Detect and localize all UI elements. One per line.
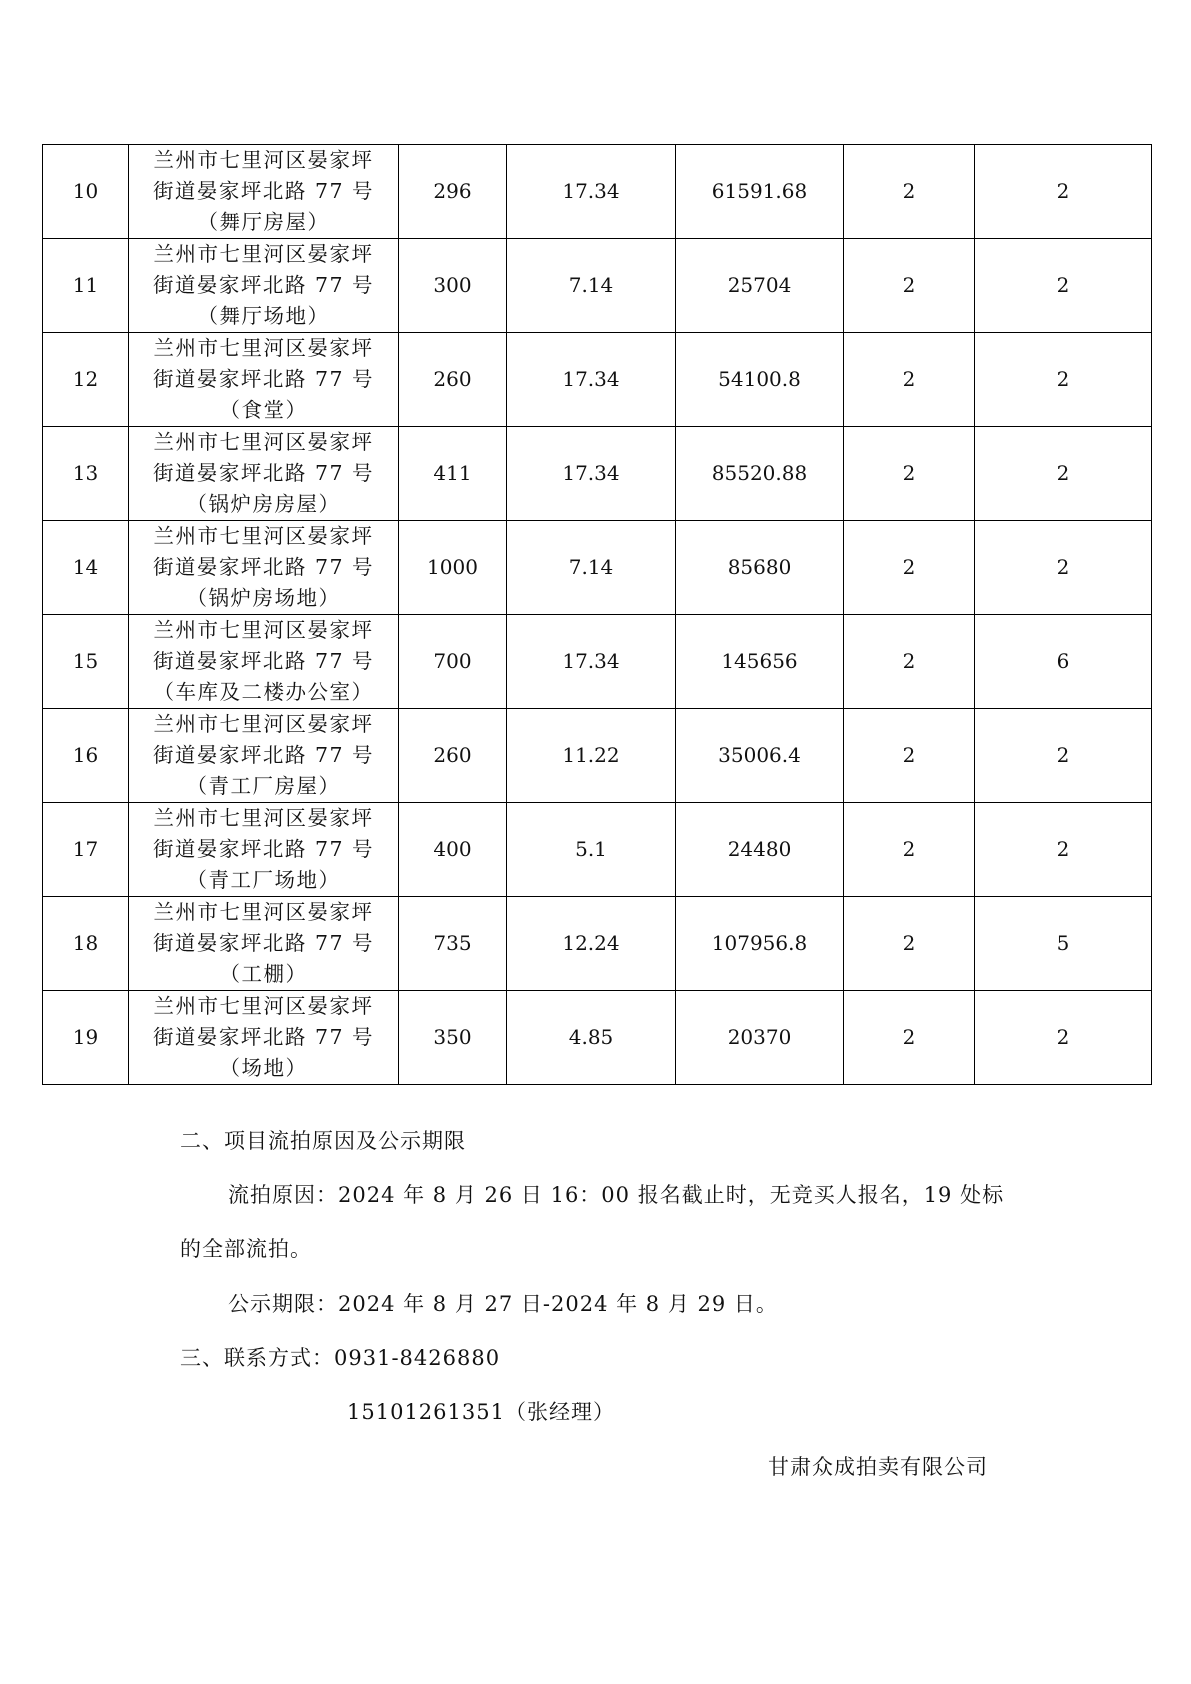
lot-col6: 2 bbox=[844, 427, 975, 521]
lot-total: 35006.4 bbox=[676, 709, 844, 803]
address-line: （场地） bbox=[219, 1056, 308, 1080]
address-line: 街道晏家坪北路 77 号 bbox=[152, 1025, 375, 1049]
lot-col7: 2 bbox=[975, 521, 1152, 615]
table-row bbox=[43, 521, 1152, 615]
publicity-period-text: 公示期限：2024 年 8 月 27 日-2024 年 8 月 29 日。 bbox=[228, 1292, 778, 1316]
lot-col7: 2 bbox=[975, 991, 1152, 1085]
lot-address bbox=[129, 803, 399, 897]
lot-area: 700 bbox=[399, 615, 507, 709]
lot-total: 145656 bbox=[676, 615, 844, 709]
address-line: （车库及二楼办公室） bbox=[153, 680, 374, 704]
lot-col7: 2 bbox=[975, 803, 1152, 897]
lot-col7: 6 bbox=[975, 615, 1152, 709]
lot-area: 411 bbox=[399, 427, 507, 521]
lot-area: 300 bbox=[399, 239, 507, 333]
address-line: （锅炉房房屋） bbox=[186, 492, 341, 516]
failure-reason-text: 流拍原因：2024 年 8 月 26 日 16：00 报名截止时，无竞买人报名，19 处标 bbox=[228, 1183, 1005, 1207]
lot-area: 296 bbox=[399, 145, 507, 239]
lot-address bbox=[129, 897, 399, 991]
lot-number: 10 bbox=[43, 145, 129, 239]
address-line: 街道晏家坪北路 77 号 bbox=[152, 837, 375, 861]
lot-unit-price: 17.34 bbox=[507, 333, 676, 427]
lot-area: 260 bbox=[399, 709, 507, 803]
lot-address bbox=[129, 145, 399, 239]
table-row bbox=[43, 239, 1152, 333]
lot-total: 85680 bbox=[676, 521, 844, 615]
address-line: （舞厅房屋） bbox=[197, 210, 330, 234]
lot-address bbox=[129, 709, 399, 803]
lot-col7: 2 bbox=[975, 145, 1152, 239]
address-line: 兰州市七里河区晏家坪 bbox=[153, 336, 374, 360]
address-line: 兰州市七里河区晏家坪 bbox=[153, 900, 374, 924]
contact-heading: 三、联系方式：0931-8426880 bbox=[180, 1346, 501, 1370]
lot-unit-price: 17.34 bbox=[507, 145, 676, 239]
lot-unit-price: 7.14 bbox=[507, 521, 676, 615]
address-line: 兰州市七里河区晏家坪 bbox=[153, 618, 374, 642]
address-line: 街道晏家坪北路 77 号 bbox=[152, 649, 375, 673]
table-row bbox=[43, 991, 1152, 1085]
lot-area: 350 bbox=[399, 991, 507, 1085]
lot-unit-price: 4.85 bbox=[507, 991, 676, 1085]
lot-number: 11 bbox=[43, 239, 129, 333]
lot-col7: 2 bbox=[975, 239, 1152, 333]
address-line: 街道晏家坪北路 77 号 bbox=[152, 555, 375, 579]
table-row bbox=[43, 897, 1152, 991]
lot-col7: 2 bbox=[975, 709, 1152, 803]
lot-col6: 2 bbox=[844, 521, 975, 615]
lot-col6: 2 bbox=[844, 615, 975, 709]
lot-area: 1000 bbox=[399, 521, 507, 615]
table-row bbox=[43, 333, 1152, 427]
lot-col6: 2 bbox=[844, 897, 975, 991]
address-line: 兰州市七里河区晏家坪 bbox=[153, 148, 374, 172]
address-line: 兰州市七里河区晏家坪 bbox=[153, 430, 374, 454]
lot-unit-price: 11.22 bbox=[507, 709, 676, 803]
address-line: 街道晏家坪北路 77 号 bbox=[152, 461, 375, 485]
table-row bbox=[43, 427, 1152, 521]
lot-col7: 2 bbox=[975, 333, 1152, 427]
table-row bbox=[43, 803, 1152, 897]
lot-col7: 2 bbox=[975, 427, 1152, 521]
address-line: 街道晏家坪北路 77 号 bbox=[152, 273, 375, 297]
lot-col6: 2 bbox=[844, 709, 975, 803]
address-line: 兰州市七里河区晏家坪 bbox=[153, 524, 374, 548]
lot-unit-price: 5.1 bbox=[507, 803, 676, 897]
lot-address bbox=[129, 991, 399, 1085]
lot-col7: 5 bbox=[975, 897, 1152, 991]
table-row bbox=[43, 709, 1152, 803]
lot-area: 735 bbox=[399, 897, 507, 991]
lot-area: 260 bbox=[399, 333, 507, 427]
lot-address bbox=[129, 615, 399, 709]
lot-number: 18 bbox=[43, 897, 129, 991]
table-row bbox=[43, 145, 1152, 239]
lot-address bbox=[129, 333, 399, 427]
lot-col6: 2 bbox=[844, 803, 975, 897]
section-heading-failure-reason: 二、项目流拍原因及公示期限 bbox=[180, 1129, 466, 1153]
lot-area: 400 bbox=[399, 803, 507, 897]
address-line: （工棚） bbox=[219, 962, 308, 986]
address-line: 兰州市七里河区晏家坪 bbox=[153, 806, 374, 830]
lot-number: 17 bbox=[43, 803, 129, 897]
address-line: 街道晏家坪北路 77 号 bbox=[152, 179, 375, 203]
address-line: 兰州市七里河区晏家坪 bbox=[153, 242, 374, 266]
lot-total: 25704 bbox=[676, 239, 844, 333]
lot-total: 54100.8 bbox=[676, 333, 844, 427]
address-line: 兰州市七里河区晏家坪 bbox=[153, 994, 374, 1018]
table-row bbox=[43, 615, 1152, 709]
lot-rows bbox=[43, 145, 1152, 1085]
lot-number: 19 bbox=[43, 991, 129, 1085]
address-line: 兰州市七里河区晏家坪 bbox=[153, 712, 374, 736]
lot-col6: 2 bbox=[844, 991, 975, 1085]
address-line: 街道晏家坪北路 77 号 bbox=[152, 743, 375, 767]
lot-col6: 2 bbox=[844, 239, 975, 333]
address-line: （食堂） bbox=[219, 398, 308, 422]
lot-address bbox=[129, 427, 399, 521]
lot-unit-price: 17.34 bbox=[507, 427, 676, 521]
lot-address bbox=[129, 239, 399, 333]
lot-address bbox=[129, 521, 399, 615]
lot-unit-price: 17.34 bbox=[507, 615, 676, 709]
lot-number: 16 bbox=[43, 709, 129, 803]
lot-unit-price: 12.24 bbox=[507, 897, 676, 991]
auction-lots-table bbox=[42, 144, 1152, 1085]
lot-col6: 2 bbox=[844, 145, 975, 239]
lot-total: 85520.88 bbox=[676, 427, 844, 521]
company-signature: 甘肃众成拍卖有限公司 bbox=[768, 1455, 988, 1479]
lot-total: 20370 bbox=[676, 991, 844, 1085]
lot-total: 24480 bbox=[676, 803, 844, 897]
lot-number: 15 bbox=[43, 615, 129, 709]
lot-number: 13 bbox=[43, 427, 129, 521]
lot-col6: 2 bbox=[844, 333, 975, 427]
address-line: 街道晏家坪北路 77 号 bbox=[152, 931, 375, 955]
lot-number: 14 bbox=[43, 521, 129, 615]
lot-number: 12 bbox=[43, 333, 129, 427]
lot-total: 61591.68 bbox=[676, 145, 844, 239]
address-line: 街道晏家坪北路 77 号 bbox=[152, 367, 375, 391]
address-line: （锅炉房场地） bbox=[186, 586, 341, 610]
address-line: （青工厂场地） bbox=[186, 868, 341, 892]
lot-total: 107956.8 bbox=[676, 897, 844, 991]
address-line: （舞厅场地） bbox=[197, 304, 330, 328]
lot-unit-price: 7.14 bbox=[507, 239, 676, 333]
failure-reason-text-cont: 的全部流拍。 bbox=[180, 1237, 312, 1261]
address-line: （青工厂房屋） bbox=[186, 774, 341, 798]
contact-phone-mobile: 15101261351（张经理） bbox=[347, 1400, 615, 1424]
